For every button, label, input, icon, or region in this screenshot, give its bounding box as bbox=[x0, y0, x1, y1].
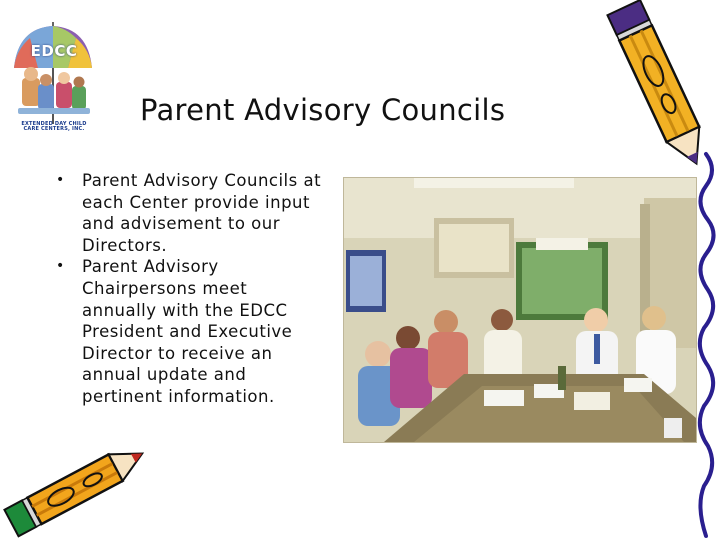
bullet-item bbox=[56, 170, 326, 256]
edcc-logo bbox=[8, 20, 98, 136]
bullet-glyph: • bbox=[56, 172, 65, 188]
meeting-photo bbox=[343, 177, 697, 443]
logo-caption: EXTENDED DAY CHILD CARE CENTERS, INC. bbox=[21, 121, 87, 132]
pencil-icon bbox=[600, 0, 720, 175]
logo-wordmark: EDCC bbox=[30, 42, 78, 60]
bullet-text: Parent Advisory Councils at each Center provide input and advisement to our Directors. bbox=[82, 171, 322, 255]
bullet-text: Parent Advisory Chairpersons meet annually with the EDCC President and Executive Director to receive an annual update and pertinent information. bbox=[82, 257, 293, 406]
squiggle-line bbox=[676, 150, 720, 540]
slide-title: Parent Advisory Councils bbox=[140, 93, 506, 127]
bullet-glyph: • bbox=[56, 258, 65, 275]
pencil-icon bbox=[0, 430, 160, 540]
bullet-list bbox=[56, 170, 326, 408]
bullet-item bbox=[56, 256, 326, 407]
